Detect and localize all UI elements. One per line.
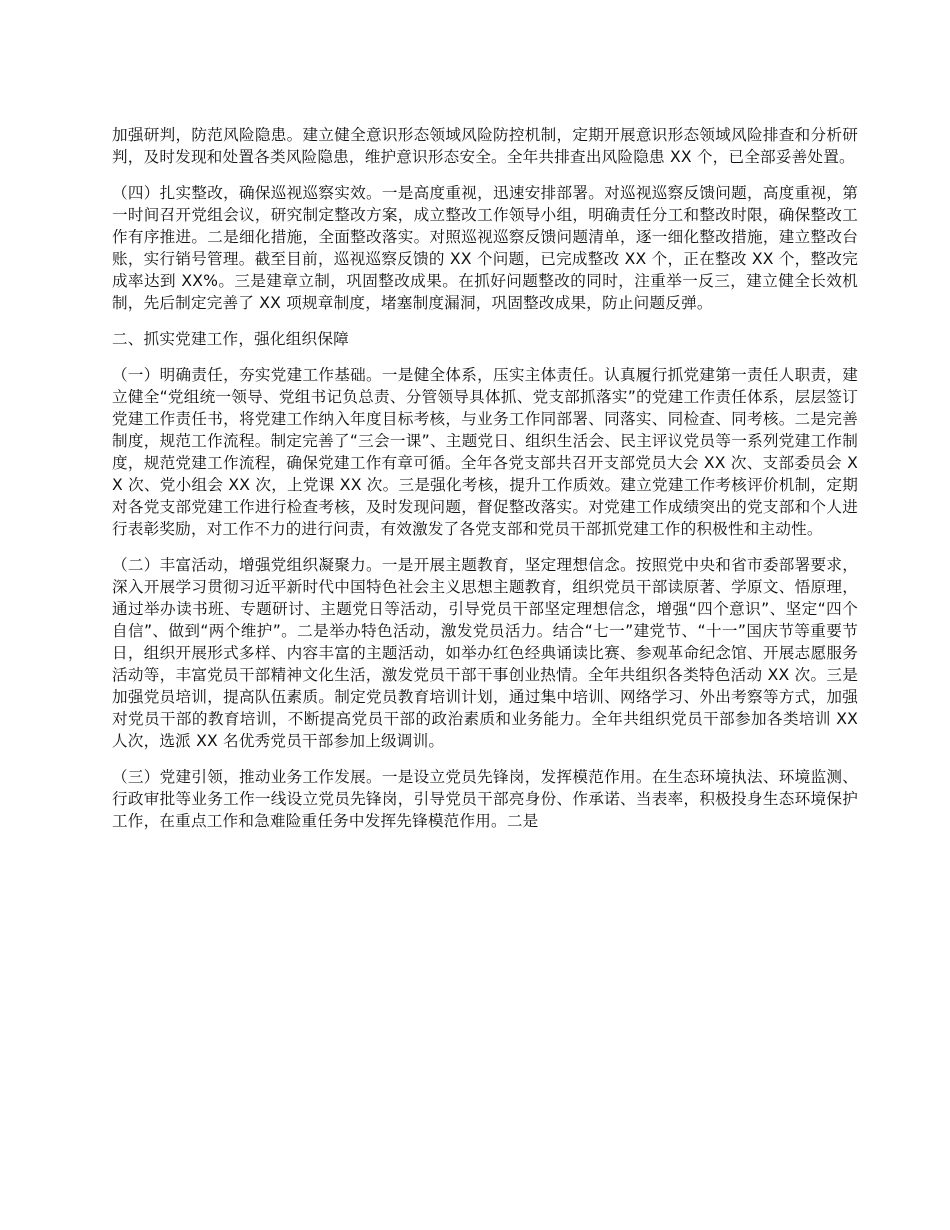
section-heading-party-building: 二、抓实党建工作，强化组织保障 (112, 330, 349, 348)
paragraph-activities: （二）丰富活动，增强党组织凝聚力。一是开展主题教育，坚定理想信念。按照党中央和省市委部署要求，深入开展学习贯彻习近平新时代中国特色社会主义思想主题教育，组织党员干部读原著、学原文、悟原理，通过举办读书班、专题研讨、主题党日等活动，引导党员干部坚定理想信念，增强“四个意识”、坚定“四个自信”、做到“两个维护”。二是举办特色活动，激发党员活力。结合“七一”建党节、“十一”国庆节等重要节日，组织开展形式多样、内容丰富的主题活动，如举办红色经典诵读比赛、参观革命纪念馆、开展志愿服务活动等，丰富党员干部精神文化生活，激发党员干部干事创业热情。全年共组织各类特色活动 XX 次。三是加强党员培训，提高队伍素质。制定党员教育培训计划，通过集中培训、网络学习、外出考察等方式，加强对党员干部的教育培训，不断提高党员干部的政治素质和业务能力。全年共组织党员干部参加各类培训 XX 人次，选派 XX 名优秀党员干部参加上级调训。 (112, 556, 858, 750)
paragraph-party-leadership: （三）党建引领，推动业务工作发展。一是设立党员先锋岗，发挥模范作用。在生态环境执法、环境监测、行政审批等业务工作一线设立党员先锋岗，引导党员干部亮身份、作承诺、当表率，积极投身生态环境保护工作，在重点工作和急难险重任务中发挥先锋模范作用。二是 (112, 768, 858, 830)
paragraph-inspection-rectification: （四）扎实整改，确保巡视巡察实效。一是高度重视，迅速安排部署。对巡视巡察反馈问题，高度重视，第一时间召开党组会议，研究制定整改方案，成立整改工作领导小组，明确责任分工和整改时限，确保整改工作有序推进。二是细化措施，全面整改落实。对照巡视巡察反馈问题清单，逐一细化整改措施，建立整改台账，实行销号管理。截至目前，巡视巡察反馈的 XX 个问题，已完成整改 XX 个，正在整改 XX 个，整改完成率达到 XX%。三是建章立制，巩固整改成果。在抓好问题整改的同时，注重举一反三，建立健全长效机制，先后制定完善了 XX 项规章制度，堵塞制度漏洞，巩固整改成果，防止问题反弹。 (112, 184, 858, 312)
paragraph-responsibility: （一）明确责任，夯实党建工作基础。一是健全体系，压实主体责任。认真履行抓党建第一责任人职责，建立健全“党组统一领导、党组书记负总责、分管领导具体抓、党支部抓落实”的党建工作责任体系，层层签订党建工作责任书，将党建工作纳入年度目标考核，与业务工作同部署、同落实、同检查、同考核。二是完善制度，规范工作流程。制定完善了“三会一课”、主题党日、组织生活会、民主评议党员等一系列党建工作制度，规范党建工作流程，确保党建工作有章可循。全年各党支部共召开支部党员大会 XX 次、支部委员会 XX 次、党小组会 XX 次，上党课 XX 次。三是强化考核，提升工作质效。建立党建工作考核评价机制，定期对各党支部党建工作进行检查考核，及时发现问题，督促整改落实。对党建工作成绩突出的党支部和个人进行表彰奖励，对工作不力的进行问责，有效激发了各党支部和党员干部抓党建工作的积极性和主动性。 (112, 366, 858, 538)
paragraph-risk-prevention: 加强研判，防范风险隐患。建立健全意识形态领域风险防控机制，定期开展意识形态领域风险排查和分析研判，及时发现和处置各类风险隐患，维护意识形态安全。全年共排查出风险隐患 XX 个，已全部妥善处置。 (112, 126, 858, 166)
document-body (112, 124, 858, 846)
